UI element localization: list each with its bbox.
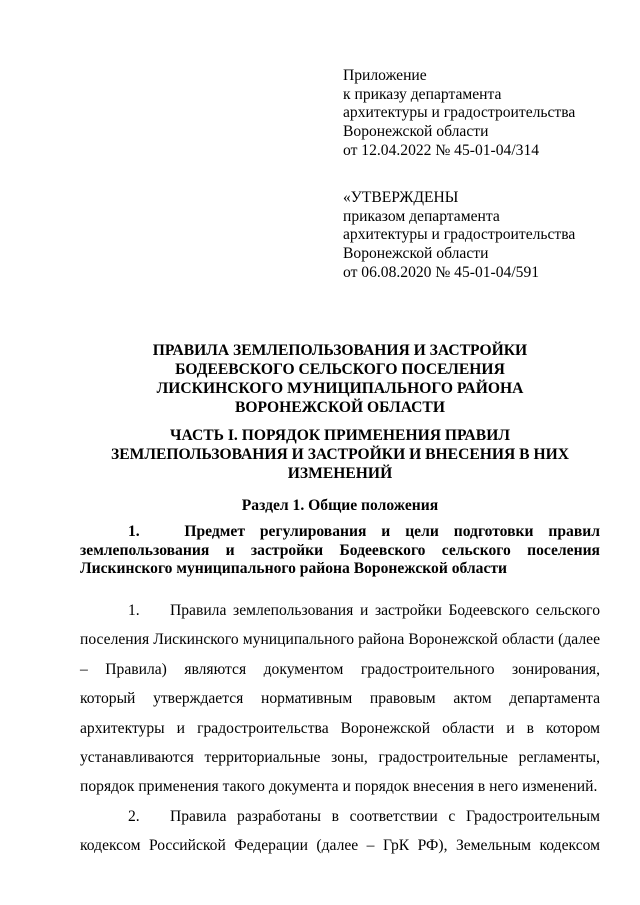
heading-line: Лискинского муниципального района Воронежской области [80,560,508,577]
title-line: БОДЕЕВСКОГО СЕЛЬСКОГО ПОСЕЛЕНИЯ [175,361,505,378]
title-line: ВОРОНЕЖСКОЙ ОБЛАСТИ [235,399,445,416]
approval-line: от 12.04.2022 № 45-01-04/314 [343,141,540,159]
heading-line: землепользования и застройки Бодеевского сельского поселения [80,541,600,559]
paragraph-line-text: Правила землепользования и застройки Бодеевского сельского [170,602,600,619]
paragraph-line: – Правила) являются документом градостроительного зонирования, [80,660,600,678]
title-line: ЛИСКИНСКОГО МУНИЦИПАЛЬНОГО РАЙОНА [156,380,524,397]
approval-line: приказом департамента [343,207,500,225]
paragraph-1 [80,596,600,802]
paragraph-line-text: Правила разработаны в соответствии с Градостроительным [170,807,600,825]
approval-line: Приложение [343,67,427,84]
part-title [80,426,600,483]
approval-line: архитектуры и градостроительства [343,104,576,122]
paragraph-line [80,802,600,831]
approval-stamp-original [343,189,613,283]
article-heading [80,523,600,579]
paragraph-line: который утверждается нормативным правовым актом департамента [80,690,600,708]
paragraph-line: устанавливаются территориальные зоны, градостроительные регламенты, [80,749,600,767]
document-title [80,341,600,417]
approval-line: «УТВЕРЖДЕНЫ [343,189,459,206]
approval-line: от 06.08.2020 № 45-01-04/591 [343,263,540,281]
approval-line: архитектуры и градостроительства [343,226,576,244]
paragraph-line: поселения Лискинского муниципального района Воронежской области (далее [80,631,600,649]
approval-line: Воронежской области [343,245,489,263]
paragraph-line: архитектуры и градостроительства Воронежской области и в котором [80,719,600,737]
approval-line: Воронежской области [343,123,489,141]
paragraph-2 [80,802,600,861]
paragraph-line [80,596,600,625]
title-line: ПРАВИЛА ЗЕМЛЕПОЛЬЗОВАНИЯ И ЗАСТРОЙКИ [152,342,528,359]
paragraph-number: 2. [128,807,140,825]
title-line: ЧАСТЬ I. ПОРЯДОК ПРИМЕНЕНИЯ ПРАВИЛ [170,427,510,444]
body-text [80,596,600,861]
approval-stamp-current [343,67,613,161]
title-line: ИЗМЕНЕНИЙ [287,465,393,482]
paragraph-line: кодексом Российской Федерации (далее – ГрК РФ), Земельным кодексом [80,837,600,855]
paragraph-line: порядок применения такого документа и порядок внесения в него изменений. [80,778,598,796]
heading-line: 1. Предмет регулирования и цели подготовки правил [128,523,600,540]
section-heading: Раздел 1. Общие положения [241,497,439,514]
paragraph-number: 1. [128,602,140,619]
approval-line: к приказу департамента [343,85,502,103]
title-line: ЗЕМЛЕПОЛЬЗОВАНИЯ И ЗАСТРОЙКИ И ВНЕСЕНИЯ В НИХ [111,446,569,463]
